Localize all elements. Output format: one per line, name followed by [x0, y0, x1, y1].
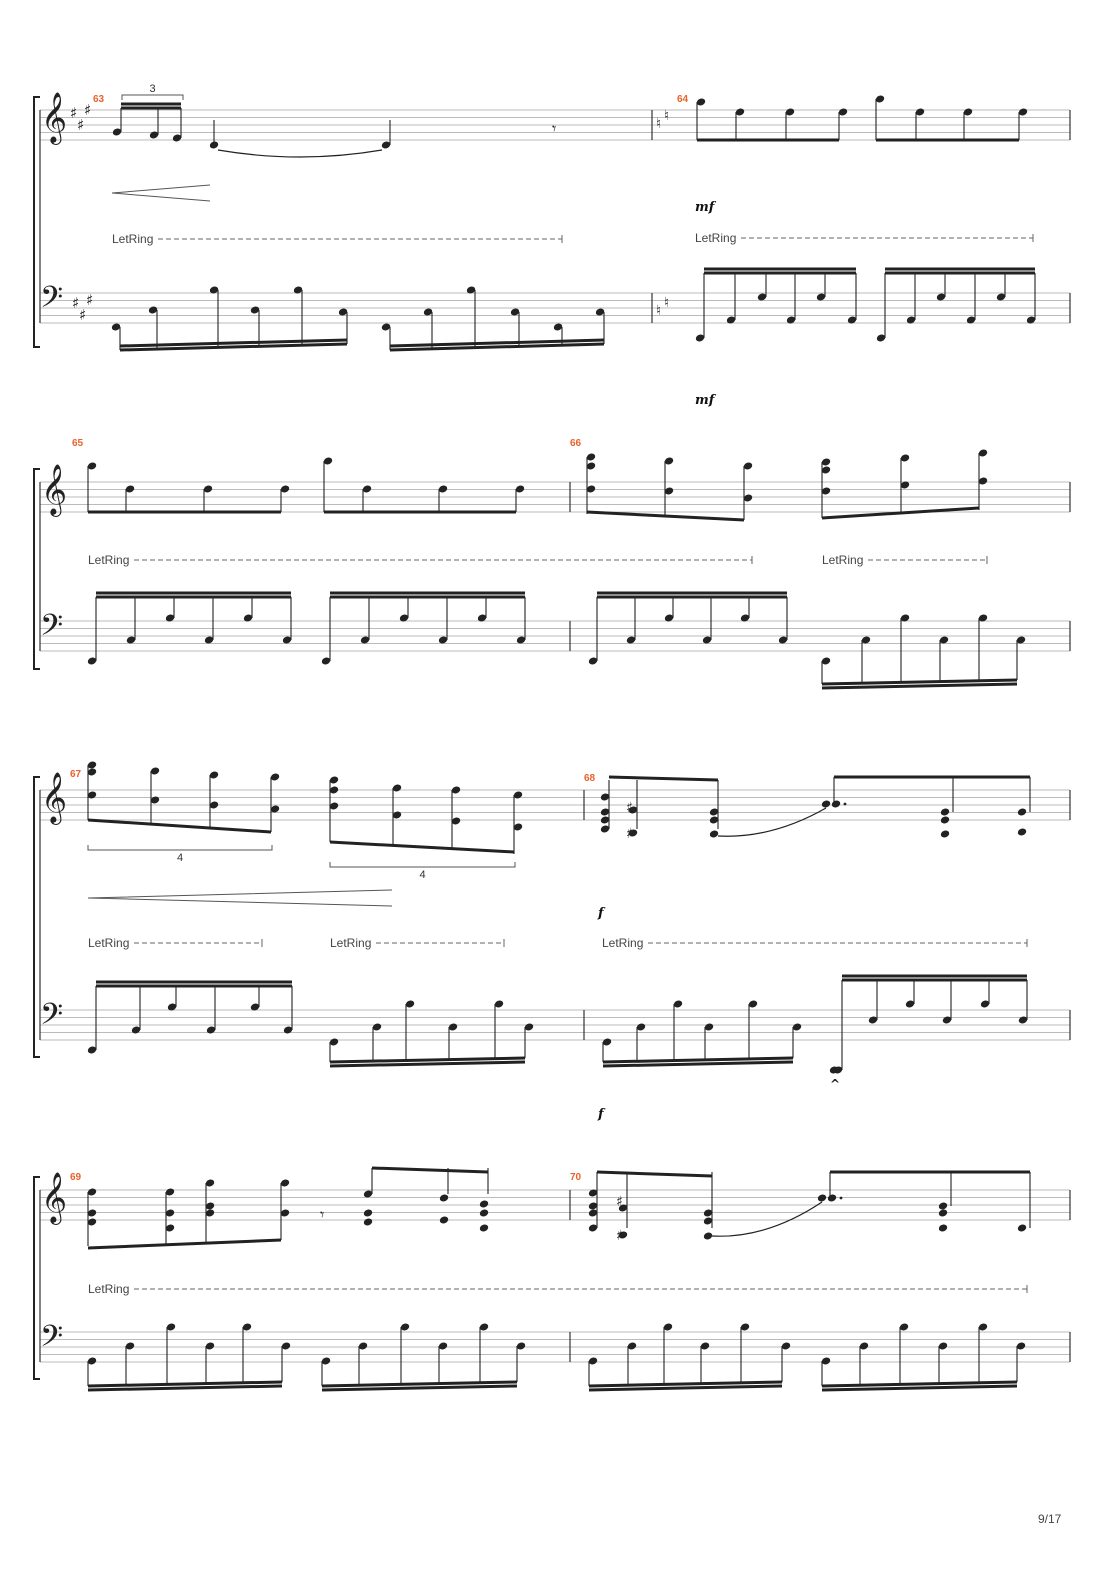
- crescendo-hairpin: [112, 185, 210, 201]
- dynamic-marking: f: [598, 1107, 604, 1122]
- natural-accidental: ♮: [656, 303, 662, 319]
- measure-number: 69: [70, 1172, 82, 1183]
- sharp-accidental: ♯: [626, 826, 633, 842]
- let-ring-label: LetRing: [112, 232, 154, 246]
- dynamic-marking: mf: [695, 393, 715, 408]
- tuplet-bracket: [88, 845, 272, 850]
- let-ring-label: LetRing: [88, 1282, 130, 1296]
- measure-number: 65: [72, 438, 84, 449]
- eighth-rest-icon: 𝄾: [552, 119, 557, 138]
- notehead: [479, 1208, 489, 1217]
- tuplet-number: 4: [176, 852, 184, 864]
- notehead: [479, 1223, 489, 1232]
- notehead: [709, 829, 719, 838]
- dynamic-marking: f: [598, 906, 604, 921]
- treble-clef-icon: 𝄞: [41, 464, 68, 515]
- notehead: [479, 1199, 489, 1208]
- notehead: [817, 1193, 827, 1202]
- tuplet-bracket: [122, 95, 183, 100]
- sharp-key-signature: ♯: [70, 104, 78, 122]
- notehead: [938, 1208, 948, 1217]
- let-ring-label: LetRing: [695, 231, 737, 245]
- treble-clef-icon: 𝄞: [41, 92, 68, 143]
- dot: [844, 803, 847, 806]
- treble-clef-icon: 𝄞: [41, 1172, 68, 1223]
- measure-number: 63: [93, 94, 105, 105]
- sharp-key-signature: ♯: [79, 306, 87, 324]
- notehead: [439, 1193, 449, 1202]
- note-beam: [330, 842, 514, 852]
- eighth-rest-icon: 𝄾: [320, 1205, 325, 1224]
- notehead: [940, 815, 950, 824]
- measure-number: 64: [677, 94, 689, 105]
- notehead: [940, 829, 950, 838]
- let-ring-label: LetRing: [602, 936, 644, 950]
- notehead: [938, 1223, 948, 1232]
- treble-clef-icon: 𝄞: [41, 772, 68, 823]
- notehead: [831, 799, 841, 808]
- notehead: [940, 807, 950, 816]
- tie-slur: [218, 150, 382, 157]
- sharp-key-signature: ♯: [86, 291, 94, 309]
- note-beam: [372, 1168, 488, 1172]
- bass-clef-icon: 𝄢: [40, 609, 64, 650]
- measure-number: 68: [584, 773, 596, 784]
- accent-marcato: ^: [830, 1077, 841, 1091]
- notehead: [938, 1201, 948, 1210]
- notehead: [703, 1231, 713, 1240]
- bass-clef-icon: 𝄢: [40, 281, 64, 322]
- sharp-key-signature: ♯: [84, 101, 92, 119]
- notehead: [1017, 827, 1027, 836]
- notehead: [439, 1215, 449, 1224]
- measure-number: 66: [570, 438, 582, 449]
- bass-clef-icon: 𝄢: [40, 1320, 64, 1361]
- sharp-accidental: ♯: [616, 1194, 623, 1210]
- let-ring-label: LetRing: [330, 936, 372, 950]
- page-number: 9/17: [1038, 1512, 1062, 1526]
- notehead: [827, 1193, 837, 1202]
- measure-number: 67: [70, 769, 82, 780]
- sharp-key-signature: ♯: [77, 116, 85, 134]
- note-beam: [609, 777, 718, 780]
- notehead: [363, 1217, 373, 1226]
- tuplet-number: 4: [419, 869, 426, 881]
- bass-clef-icon: 𝄢: [40, 998, 64, 1039]
- sharp-key-signature: ♯: [72, 294, 80, 312]
- let-ring-label: LetRing: [822, 553, 864, 567]
- dynamic-marking: mf: [695, 200, 715, 215]
- note-beam: [88, 820, 271, 832]
- natural-accidental: ♮: [664, 108, 670, 124]
- natural-accidental: ♮: [656, 116, 662, 132]
- let-ring-label: LetRing: [88, 553, 130, 567]
- note-beam: [88, 1240, 281, 1248]
- tuplet-number: 3: [149, 83, 156, 95]
- tie-slur: [712, 1202, 822, 1236]
- notehead: [1017, 1223, 1027, 1232]
- note-beam: [597, 1172, 712, 1176]
- sharp-accidental: ♯: [626, 800, 633, 816]
- tuplet-bracket: [330, 862, 515, 867]
- notehead: [821, 799, 831, 808]
- notehead: [363, 1208, 373, 1217]
- sharp-accidental: ♯: [616, 1228, 623, 1244]
- let-ring-label: LetRing: [88, 936, 130, 950]
- notehead: [1017, 807, 1027, 816]
- measure-number: 70: [570, 1172, 582, 1183]
- natural-accidental: ♮: [664, 295, 670, 311]
- dot: [840, 1197, 843, 1200]
- crescendo-hairpin: [88, 890, 392, 906]
